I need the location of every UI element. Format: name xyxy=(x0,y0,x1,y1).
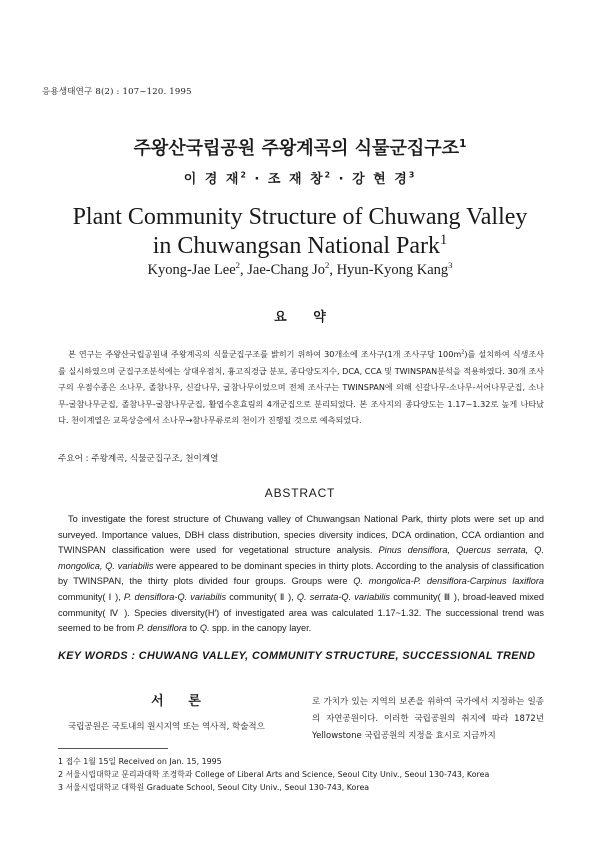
english-authors: Kyong-Jae Lee$^2$, Jae-Chang Jo$^2$, Hyun-Kyong Kang$^3$ xyxy=(147,260,453,278)
abstract-text: community( Ⅰ ), xyxy=(58,591,124,602)
english-title-line-1: Plant Community Structure of Chuwang Valley xyxy=(72,204,528,230)
english-keywords: KEY WORDS : CHUWANG VALLEY, COMMUNITY STRUCTURE, SUCCESSIONAL TREND xyxy=(58,650,536,662)
abstract-species-name: P. densiflora xyxy=(137,623,188,634)
author-separator: · xyxy=(254,172,262,187)
introduction-heading: 서 론 xyxy=(151,694,201,709)
korean-summary-heading: 요 약 xyxy=(274,310,326,325)
korean-summary-part-2: )를 설치하여 식생조사를 실시하였으며 군집구조분석에는 상대우점치, 흉고직경급 분포, 종다양도지수, DCA, CCA 및 TWINSPAN분석을 적용하였다. 30개 조사구의 우점수종은 소나무, 졸참나무, 신갈나무, 굴참나무이었으며 전체 조사구는 TWINSPAN에 의해 신갈나무-소나무-서어나무군집, 소나무-굴참나무군집, 졸참나무-굴참나무군집, 활엽수혼효림의 4개군집으로 분리되었다. 본 조사지의 종다양도는 1.17~1.32로 높게 나타났다. 천이계열은 교목상층에서 소나무→참나무류로의 천이가 진행될 것으로 예측되었다. xyxy=(58,349,544,425)
english-author-2: Jae-Chang Jo xyxy=(247,262,325,278)
journal-citation: 응용생태연구 8(2) : 107~120. 1995 xyxy=(42,87,192,97)
korean-author-2-mark: 2 xyxy=(324,170,333,180)
footnote-1: 1 접수 1월 15일 Received on Jan. 15, 1995 xyxy=(58,757,222,766)
abstract-text: spp. in the canopy layer. xyxy=(209,623,312,634)
korean-author-3-mark: 3 xyxy=(408,170,417,180)
english-author-1-mark: 2 xyxy=(235,260,241,271)
korean-title xyxy=(0,134,600,160)
footnote-2: 2 서울시립대학교 문리과대학 조경학과 College of Liberal Arts and Science, Seoul City Univ., Seoul 130-743, Korea xyxy=(58,770,490,779)
korean-author-2: 조 재 창 xyxy=(267,172,325,187)
english-author-3-mark: 3 xyxy=(448,260,453,271)
abstract-species-name: Q. mongolica-P. densiflora-Carpinus laxiflora xyxy=(353,576,544,587)
abstract-text: to xyxy=(187,623,200,634)
korean-author-1: 이 경 재 xyxy=(183,172,241,187)
english-author-1: Kyong-Jae Lee xyxy=(147,262,236,278)
abstract-text: were appeared to be dominant species in thirty plots. According to the analysis of classification by TWINSPAN, the thirty plots divided four groups. Groups were xyxy=(58,560,544,587)
footnote-3: 3 서울시립대학교 대학원 Graduate School, Seoul City Univ., Seoul 130-743, Korea xyxy=(58,783,370,792)
english-author-3: Hyun-Kyong Kang xyxy=(336,262,449,278)
korean-author-3: 강 현 경 xyxy=(352,172,409,187)
introduction-right-column: 로 가치가 있는 지역의 보존을 위하여 국가에서 지정하는 일종의 자연공원이다. 이러한 국립공원의 취지에 따라 1872년 Yellowstone 국립공원의 지정을 효시로 지금까지 xyxy=(312,697,544,741)
english-title-line-2-text: in Chuwangsan National Park xyxy=(152,233,441,259)
korean-authors xyxy=(0,168,600,187)
english-author-2-mark: 2 xyxy=(324,260,330,271)
abstract-species-name: Q. xyxy=(199,623,210,634)
abstract-text: community( Ⅱ ), xyxy=(226,591,297,602)
english-title-footnote-mark: 1 xyxy=(440,232,448,248)
korean-summary xyxy=(58,346,544,429)
footnotes xyxy=(58,755,558,794)
abstract-heading: ABSTRACT xyxy=(264,486,336,500)
english-title xyxy=(0,203,600,261)
english-abstract xyxy=(58,512,544,637)
abstract-species-name: P. densiflora-Q. variabilis xyxy=(123,591,227,602)
abstract-species-name: Pinus densiflora, Quercus serrata, Q. mongolica, Q. variabilis xyxy=(58,545,544,571)
introduction-left-column: 국립공원은 국토내의 원시지역 또는 역사적, 학술적으 xyxy=(68,722,265,732)
korean-summary-sup: 2 xyxy=(461,349,465,356)
abstract-text: community( Ⅲ ), broad-leaved mixed community( Ⅳ ). Species diversity(H′) of investigated area was calculated 1.17~1.32. The successional trend was seemed to be from xyxy=(58,591,544,634)
korean-title-footnote-mark: 1 xyxy=(459,137,467,150)
korean-keywords: 주요어 : 주왕계곡, 식물군집구조, 천이계열 xyxy=(58,454,219,464)
abstract-species-name: Q. serrata-Q. variabilis xyxy=(296,591,391,602)
korean-title-text: 주왕산국립공원 주왕계곡의 식물군집구조 xyxy=(133,138,459,159)
korean-author-1-mark: 2 xyxy=(240,170,248,180)
abstract-text: To investigate the forest structure of Chuwang valley of Chuwangsan National Park, thirty plots were set up and surveyed. Importance values, DBH class distribution, species diversity indices, DCA ordination, CCA ordiantion and TWINSPAN classification were used for vegetational structure analysis. xyxy=(58,514,544,556)
footnote-divider xyxy=(58,748,168,749)
english-title-line-2 xyxy=(0,232,600,261)
author-separator: · xyxy=(338,172,346,187)
korean-summary-part-1: 본 연구는 주왕산국립공원내 주왕계곡의 식물군집구조를 밝히기 위하여 30개소에 조사구(1개 조사구당 100m xyxy=(68,349,462,359)
